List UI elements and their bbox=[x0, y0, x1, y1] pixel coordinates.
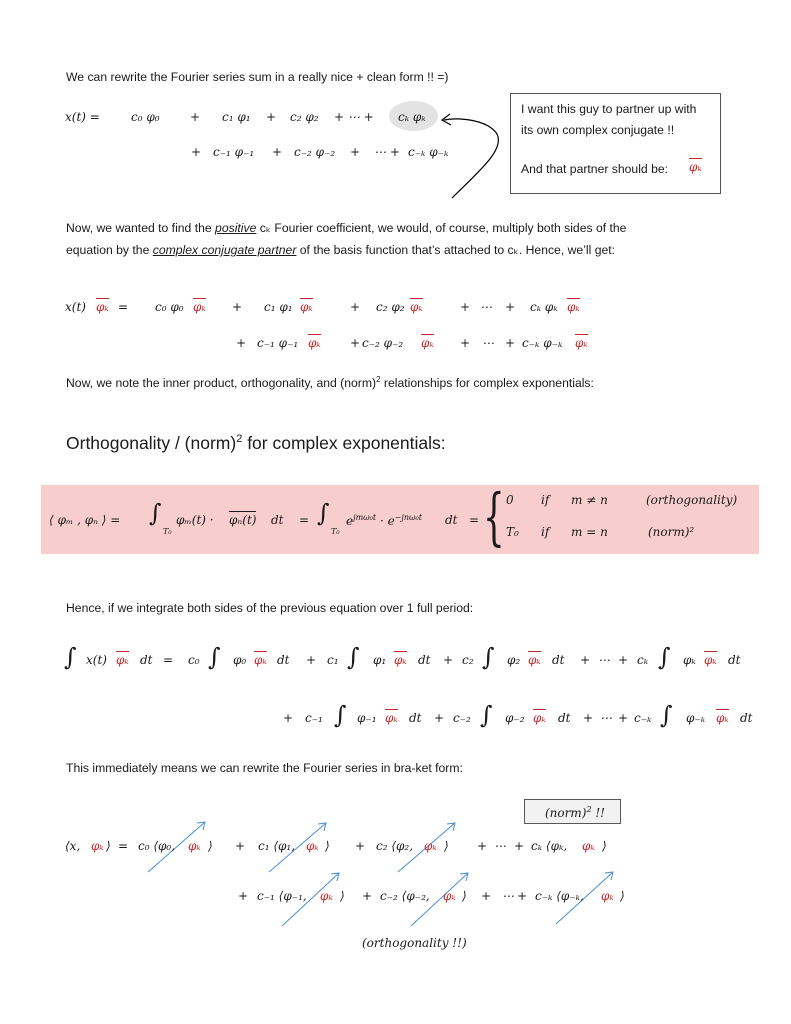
eq4-close: ⟩ bbox=[325, 839, 330, 853]
eq1-term: c₋₂ φ₋₂ bbox=[294, 145, 336, 159]
eq2-plus: + bbox=[460, 336, 471, 350]
callout-line: its own complex conjugate !! bbox=[521, 123, 675, 137]
text-span: !! bbox=[591, 806, 605, 820]
eq4-plus: + bbox=[477, 839, 488, 853]
footer-note: (orthogonality !!) bbox=[362, 936, 467, 950]
integral-sign: ∫ bbox=[482, 643, 495, 671]
orth-eq: = bbox=[469, 513, 480, 527]
eq3-coef: c₂ bbox=[462, 653, 474, 667]
eq4-phi-k: φₖ bbox=[601, 889, 614, 903]
conj-phi: φₖ bbox=[385, 711, 398, 725]
eq2-term: c₂ φ₂ bbox=[376, 300, 405, 314]
eq1-term: c₂ φ₂ bbox=[290, 110, 319, 124]
eq3-dt: dt bbox=[140, 653, 153, 667]
eq2-lhs: x(t) bbox=[65, 300, 86, 314]
case1-if: if bbox=[541, 493, 550, 507]
integral-bound: T₀ bbox=[163, 527, 172, 536]
conj-phi: φₖ bbox=[254, 653, 267, 667]
eq4-phi-k: φₖ bbox=[188, 839, 201, 853]
conj-phi: φₖ bbox=[300, 300, 313, 314]
para5: This immediately means we can rewrite the Fourier series in bra-ket form: bbox=[66, 761, 463, 775]
eq2-dots: ⋯ bbox=[480, 300, 492, 314]
eq4-term: c₋ₖ ⟨φ₋ₖ, bbox=[535, 889, 584, 903]
eq4-plus: + bbox=[517, 889, 528, 903]
eq4-close: ⟩ bbox=[106, 839, 111, 853]
eq3-dt: dt bbox=[418, 653, 431, 667]
callout-line: I want this guy to partner up with bbox=[521, 102, 697, 116]
eq1-term: c₋₁ φ₋₁ bbox=[213, 145, 255, 159]
eq3-phi: φ₋₂ bbox=[505, 711, 525, 725]
para2-line2 bbox=[66, 243, 615, 257]
eq3-plus: + bbox=[583, 711, 594, 725]
conj-phi: φₖ bbox=[704, 653, 717, 667]
curly-brace: { bbox=[483, 480, 505, 553]
integral-sign: ∫ bbox=[64, 643, 77, 671]
superscript: 2 bbox=[376, 375, 381, 384]
integral-sign: ∫ bbox=[334, 701, 347, 729]
orth-exp-part bbox=[346, 513, 422, 528]
conj-phi: φₖ bbox=[410, 300, 423, 314]
case2-value: T₀ bbox=[506, 525, 519, 539]
eq3-coef: c₋ₖ bbox=[634, 711, 652, 725]
eq2-term: c₋₁ φ₋₁ bbox=[257, 336, 299, 350]
case2-label: (norm)² bbox=[648, 525, 695, 539]
superscript: 2 bbox=[236, 433, 243, 446]
conj-phi: φₖ bbox=[308, 336, 321, 350]
case2-if: if bbox=[541, 525, 550, 539]
integral-sign: ∫ bbox=[480, 701, 493, 729]
eq2-plus: + bbox=[350, 300, 361, 314]
case1-label: (orthogonality) bbox=[646, 493, 738, 507]
exponent: −jnω₀t bbox=[394, 513, 422, 522]
conj-phi: φₖ bbox=[575, 336, 588, 350]
intro-text: We can rewrite the Fourier series sum in a really nice + clean form !! =) bbox=[66, 70, 449, 84]
eq3-dots: ⋯ bbox=[600, 711, 612, 725]
eq2-plus: + bbox=[350, 336, 361, 350]
emphasis: positive bbox=[215, 221, 257, 235]
eq3-eq: = bbox=[163, 653, 174, 667]
eq2-term: cₖ φₖ bbox=[530, 300, 558, 314]
eq4-close: ⟩ bbox=[620, 889, 625, 903]
eq4-plus: + bbox=[514, 839, 525, 853]
eq3-coef: c₋₁ bbox=[305, 711, 323, 725]
case1-cond: m ≠ n bbox=[571, 493, 608, 507]
conj-phi: φₖ bbox=[116, 653, 129, 667]
eq3-coef: c₁ bbox=[327, 653, 339, 667]
eq3-phi: φₖ bbox=[683, 653, 696, 667]
conj-phi: φₖ bbox=[716, 711, 729, 725]
eq3-dots: ⋯ bbox=[598, 653, 610, 667]
case1-value: 0 bbox=[506, 493, 514, 507]
text-span: Now, we note the inner product, orthogonality, and (norm) bbox=[66, 376, 377, 391]
integral-sign: ∫ bbox=[658, 643, 671, 671]
eq1-plus: + bbox=[350, 145, 361, 159]
superscript: 2 bbox=[586, 805, 592, 814]
eq2-equals: = bbox=[118, 300, 129, 314]
eq3-plus: + bbox=[443, 653, 454, 667]
eq4-plus: + bbox=[355, 839, 366, 853]
eq4-term: c₁ ⟨φ₁, bbox=[258, 839, 296, 853]
eq3-dt: dt bbox=[740, 711, 753, 725]
eq3-plus: + bbox=[283, 711, 294, 725]
norm-label bbox=[545, 805, 605, 820]
eq4-close: ⟩ bbox=[340, 889, 345, 903]
integral-sign: ∫ bbox=[660, 701, 673, 729]
eq4-dots: ⋯ bbox=[494, 839, 506, 853]
eq4-plus: + bbox=[235, 839, 246, 853]
curved-arrow bbox=[444, 119, 498, 198]
conj-phi: φₖ bbox=[193, 300, 206, 314]
exp-base: e bbox=[346, 514, 354, 528]
emphasis: complex conjugate partner bbox=[152, 243, 297, 257]
eq1-dots: + ⋯ + bbox=[334, 110, 374, 124]
eq3-phi: φ₋₁ bbox=[357, 711, 377, 725]
orth-dt: dt bbox=[445, 513, 458, 527]
eq3-phi: φ₂ bbox=[507, 653, 521, 667]
conj-phi: φₖ bbox=[533, 711, 546, 725]
eq4-phi-k: φₖ bbox=[91, 839, 104, 853]
text-span: (norm) bbox=[545, 806, 587, 820]
integral-sign: ∫ bbox=[149, 499, 162, 527]
eq1-term: c₁ φ₁ bbox=[222, 110, 251, 124]
eq1-plus: + bbox=[272, 145, 283, 159]
eq2-plus: + bbox=[505, 300, 516, 314]
eq2-dots: ⋯ bbox=[482, 336, 494, 350]
orthogonality-box bbox=[41, 480, 759, 554]
eq2-term: c₋ₖ φ₋ₖ bbox=[522, 336, 563, 350]
eq4-lhs: ⟨x, bbox=[65, 839, 81, 853]
eq3-plus: + bbox=[306, 653, 317, 667]
conj-phi: φₖ bbox=[567, 300, 580, 314]
eq4-phi-k: φₖ bbox=[443, 889, 456, 903]
eq4-plus: + bbox=[362, 889, 373, 903]
eq3-coef: c₋₂ bbox=[453, 711, 471, 725]
eq4-plus: + bbox=[238, 889, 249, 903]
eq3-plus: + bbox=[434, 711, 445, 725]
eq3-lhs: x(t) bbox=[86, 653, 107, 667]
eq4-phi-k: φₖ bbox=[582, 839, 595, 853]
text-span: of the basis function that’s attached to cₖ. Hence, we’ll get: bbox=[296, 243, 616, 257]
orth-eq: = bbox=[299, 513, 310, 527]
eq4-term: cₖ ⟨φₖ, bbox=[531, 839, 568, 853]
case2-cond: m = n bbox=[571, 525, 608, 539]
eq3-dt: dt bbox=[728, 653, 741, 667]
eq4-phi-k: φₖ bbox=[306, 839, 319, 853]
eq4-close: ⟩ bbox=[208, 839, 213, 853]
eq3-coef: cₖ bbox=[637, 653, 649, 667]
eq3-dt: dt bbox=[409, 711, 422, 725]
eq3-dt: dt bbox=[558, 711, 571, 725]
norm-label-box bbox=[524, 799, 621, 824]
integral-sign: ∫ bbox=[347, 643, 360, 671]
eq2-plus: + bbox=[232, 300, 243, 314]
eq4-term: c₂ ⟨φ₂, bbox=[376, 839, 414, 853]
section-heading bbox=[66, 433, 446, 454]
orth-dt: dt bbox=[271, 513, 284, 527]
eq1-term: c₀ φ₀ bbox=[131, 110, 160, 124]
eq3-phi: φ₁ bbox=[373, 653, 387, 667]
eq4-close: ⟩ bbox=[602, 839, 607, 853]
integral-bound: T₀ bbox=[331, 527, 340, 536]
exp-base: · e bbox=[376, 514, 395, 528]
eq1-plus: + bbox=[190, 110, 201, 124]
callout-partner: φₖ bbox=[689, 160, 702, 174]
text-span: Now, we wanted to find the bbox=[66, 221, 216, 235]
conj-phi: φₖ bbox=[528, 653, 541, 667]
eq2-plus: + bbox=[505, 336, 516, 350]
conj-phi: φₖ bbox=[96, 300, 109, 314]
eq1-plus: + bbox=[191, 145, 202, 159]
eq1-lhs: x(t) = bbox=[65, 110, 100, 124]
eq2-plus: + bbox=[236, 336, 247, 350]
integral-sign: ∫ bbox=[208, 643, 221, 671]
orth-integrand: φₘ(t) · bbox=[176, 513, 214, 527]
eq1-term: c₋ₖ φ₋ₖ bbox=[408, 145, 449, 159]
eq4-plus: + bbox=[481, 889, 492, 903]
text-span: Orthogonality / (norm) bbox=[66, 433, 237, 453]
eq4-close: ⟩ bbox=[444, 839, 449, 853]
para3 bbox=[66, 375, 594, 390]
text-span: for complex exponentials: bbox=[242, 433, 446, 453]
eq1-plus: + bbox=[266, 110, 277, 124]
eq3-dt: dt bbox=[552, 653, 565, 667]
eq3-phi: φ₀ bbox=[233, 653, 247, 667]
conj-phi-n: φₙ(t) bbox=[229, 513, 257, 527]
eq2-term: c₁ φ₁ bbox=[264, 300, 293, 314]
text-span: cₖ Fourier coefficient, we would, of course, multiply both sides of the bbox=[256, 221, 627, 235]
eq4-term: c₋₁ ⟨φ₋₁, bbox=[257, 889, 307, 903]
eq2-term: c₋₂ φ₋₂ bbox=[362, 336, 404, 350]
eq3-dt: dt bbox=[277, 653, 290, 667]
para2-line1 bbox=[66, 221, 626, 235]
eq3-plus: + bbox=[618, 711, 629, 725]
eq3-plus: + bbox=[618, 653, 629, 667]
eq4-phi-k: φₖ bbox=[424, 839, 437, 853]
integral-sign: ∫ bbox=[317, 499, 330, 527]
eq4-eq: = bbox=[118, 839, 129, 853]
exponent: jmω₀t bbox=[353, 513, 377, 522]
text-span: relationships for complex exponentials: bbox=[380, 376, 594, 391]
eq3-plus: + bbox=[580, 653, 591, 667]
eq4-close: ⟩ bbox=[462, 889, 467, 903]
eq1-ck-term: cₖ φₖ bbox=[398, 110, 426, 124]
eq4-term: c₋₂ ⟨φ₋₂, bbox=[380, 889, 430, 903]
eq2-plus: + bbox=[460, 300, 471, 314]
eq2-term: c₀ φ₀ bbox=[155, 300, 184, 314]
conj-phi: φₖ bbox=[394, 653, 407, 667]
eq4-term: c₀ ⟨φ₀, bbox=[138, 839, 176, 853]
conj-phi: φₖ bbox=[421, 336, 434, 350]
callout-line: And that partner should be: bbox=[521, 162, 669, 176]
orth-lhs: ⟨ φₘ , φₙ ⟩ = bbox=[49, 513, 121, 527]
eq1-dots: ⋯ + bbox=[374, 145, 400, 159]
para4: Hence, if we integrate both sides of the previous equation over 1 full period: bbox=[66, 601, 474, 615]
eq3-phi: φ₋ₖ bbox=[686, 711, 706, 725]
eq4-dots: ⋯ bbox=[502, 889, 514, 903]
eq3-coef: c₀ bbox=[188, 653, 200, 667]
text-span: equation by the bbox=[66, 243, 153, 257]
eq4-phi-k: φₖ bbox=[320, 889, 333, 903]
